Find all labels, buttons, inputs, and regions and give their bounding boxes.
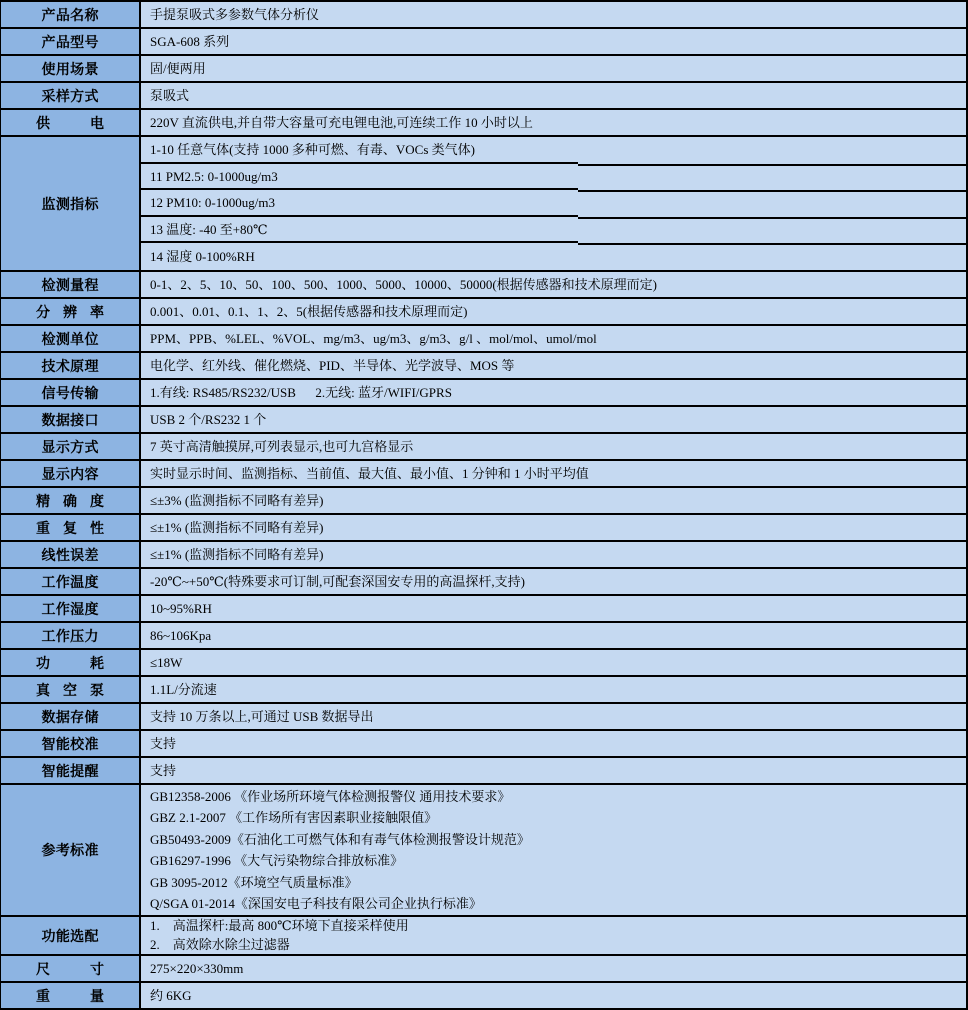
row-optional-features [1,917,966,956]
value-smart-reminder: 支持 [150,762,177,778]
label-smart-calibration: 智能校准 [1,731,141,756]
standard-line: GB16297-1996 《大气污染物综合排放标准》 [150,853,404,868]
value-dimensions: 275×220×330mm [150,960,244,976]
row-working-pressure [1,623,966,650]
row-display-content [1,461,966,488]
label-detection-range: 检测量程 [1,272,141,297]
value-display-content: 实时显示时间、监测指标、当前值、最大值、最小值、1 分钟和 1 小时平均值 [150,465,589,481]
label-data-interface: 数据接口 [1,407,141,432]
option-line: 2. 高效除水除尘过滤器 [150,936,290,952]
label-display-mode: 显示方式 [1,434,141,459]
value-tech-principle: 电化学、红外线、催化燃烧、PID、半导体、光学波导、MOS 等 [150,357,515,373]
label-sampling-method: 采样方式 [1,83,141,108]
value-optional-features [141,917,966,954]
value-detection-unit: PPM、PPB、%LEL、%VOL、mg/m3、ug/m3、g/m3、g/l 、mol/mol、umol/mol [150,330,597,346]
value-model: SGA-608 系列 [150,33,230,49]
label-signal-transmission: 信号传输 [1,380,141,405]
row-accuracy [1,488,966,515]
row-dimensions [1,956,966,983]
value-weight: 约 6KG [150,987,192,1003]
label-dimensions: 尺寸 [1,956,141,981]
row-display-mode [1,434,966,461]
row-power-supply [1,110,966,137]
value-detection-range: 0-1、2、5、10、50、100、500、1000、5000、10000、50000(根据传感器和技术原理而定) [150,276,657,292]
monitor-item-temperature: 13 温度: -40 至+80℃ [141,217,966,244]
value-data-storage: 支持 10 万条以上,可通过 USB 数据导出 [150,708,374,724]
standard-line: GB50493-2009《石油化工可燃气体和有毒气体检测报警设计规范》 [150,831,530,847]
option-line: 1. 高温探杆:最高 800℃环境下直接采样使用 [150,918,409,933]
monitor-item-gases: 1-10 任意气体(支持 1000 多种可燃、有毒、VOCs 类气体) [141,137,966,164]
label-working-pressure: 工作压力 [1,623,141,648]
label-tech-principle: 技术原理 [1,353,141,378]
row-detection-range [1,272,966,299]
row-data-interface [1,407,966,434]
label-vacuum-pump: 真空泵 [1,677,141,702]
row-detection-unit [1,326,966,353]
label-monitor-indicators: 监测指标 [1,137,141,270]
label-reference-standards: 参考标准 [1,785,141,915]
value-linearity-error: ≤±1% (监测指标不同略有差异) [150,546,324,562]
label-product-name: 产品名称 [1,2,141,27]
row-working-temperature [1,569,966,596]
monitor-item-pm25: 11 PM2.5: 0-1000ug/m3 [141,164,966,191]
standard-line: GB12358-2006 《作业场所环境气体检测报警仪 通用技术要求》 [150,788,511,804]
label-power-supply: 供电 [1,110,141,135]
row-usage-scene [1,56,966,83]
value-vacuum-pump: 1.1L/分流速 [150,681,217,697]
label-detection-unit: 检测单位 [1,326,141,351]
standard-line: Q/SGA 01-2014《深国安电子科技有限公司企业执行标准》 [150,896,482,911]
row-model [1,29,966,56]
row-signal-transmission [1,380,966,407]
value-working-humidity: 10~95%RH [150,600,212,616]
row-resolution [1,299,966,326]
standard-line: GBZ 2.1-2007 《工作场所有害因素职业接触限值》 [150,810,438,825]
row-sampling-method [1,83,966,110]
row-power-consumption [1,650,966,677]
value-data-interface: USB 2 个/RS232 1 个 [150,411,267,427]
label-linearity-error: 线性误差 [1,542,141,567]
value-power-consumption: ≤18W [150,654,183,670]
label-optional-features: 功能选配 [1,917,141,954]
row-smart-reminder [1,758,966,785]
label-resolution: 分辨率 [1,299,141,324]
label-display-content: 显示内容 [1,461,141,486]
label-working-temperature: 工作温度 [1,569,141,594]
value-smart-calibration: 支持 [150,735,177,751]
label-weight: 重量 [1,983,141,1008]
monitor-item-pm10: 12 PM10: 0-1000ug/m3 [141,190,966,217]
monitor-item-humidity: 14 湿度 0-100%RH [150,248,255,264]
row-data-storage [1,704,966,731]
row-vacuum-pump [1,677,966,704]
value-monitor-indicators [141,137,966,270]
label-accuracy: 精确度 [1,488,141,513]
label-usage-scene: 使用场景 [1,56,141,81]
value-usage-scene: 固/便两用 [150,60,206,76]
row-reference-standards [1,785,966,917]
label-model: 产品型号 [1,29,141,54]
row-product-name [1,2,966,29]
value-reference-standards [141,785,966,915]
value-working-pressure: 86~106Kpa [150,627,212,643]
row-tech-principle [1,353,966,380]
row-smart-calibration [1,731,966,758]
label-working-humidity: 工作湿度 [1,596,141,621]
value-power-supply: 220V 直流供电,并自带大容量可充电锂电池,可连续工作 10 小时以上 [150,114,533,130]
label-data-storage: 数据存储 [1,704,141,729]
value-working-temperature: -20℃~+50℃(特殊要求可订制,可配套深国安专用的高温探杆,支持) [150,573,525,589]
value-display-mode: 7 英寸高清触摸屏,可列表显示,也可九宫格显示 [150,438,414,454]
label-smart-reminder: 智能提醒 [1,758,141,783]
value-product-name: 手提泵吸式多参数气体分析仪 [150,6,320,22]
row-repeatability [1,515,966,542]
row-weight [1,983,966,1010]
row-monitor-indicators [1,137,966,272]
row-linearity-error [1,542,966,569]
value-signal-transmission: 1.有线: RS485/RS232/USB 2.无线: 蓝牙/WIFI/GPRS [150,384,452,400]
label-repeatability: 重复性 [1,515,141,540]
value-repeatability: ≤±1% (监测指标不同略有差异) [150,519,324,535]
value-accuracy: ≤±3% (监测指标不同略有差异) [150,492,324,508]
value-resolution: 0.001、0.01、0.1、1、2、5(根据传感器和技术原理而定) [150,303,468,319]
standard-line: GB 3095-2012《环境空气质量标准》 [150,874,358,890]
label-power-consumption: 功耗 [1,650,141,675]
value-sampling-method: 泵吸式 [150,87,190,103]
row-working-humidity [1,596,966,623]
